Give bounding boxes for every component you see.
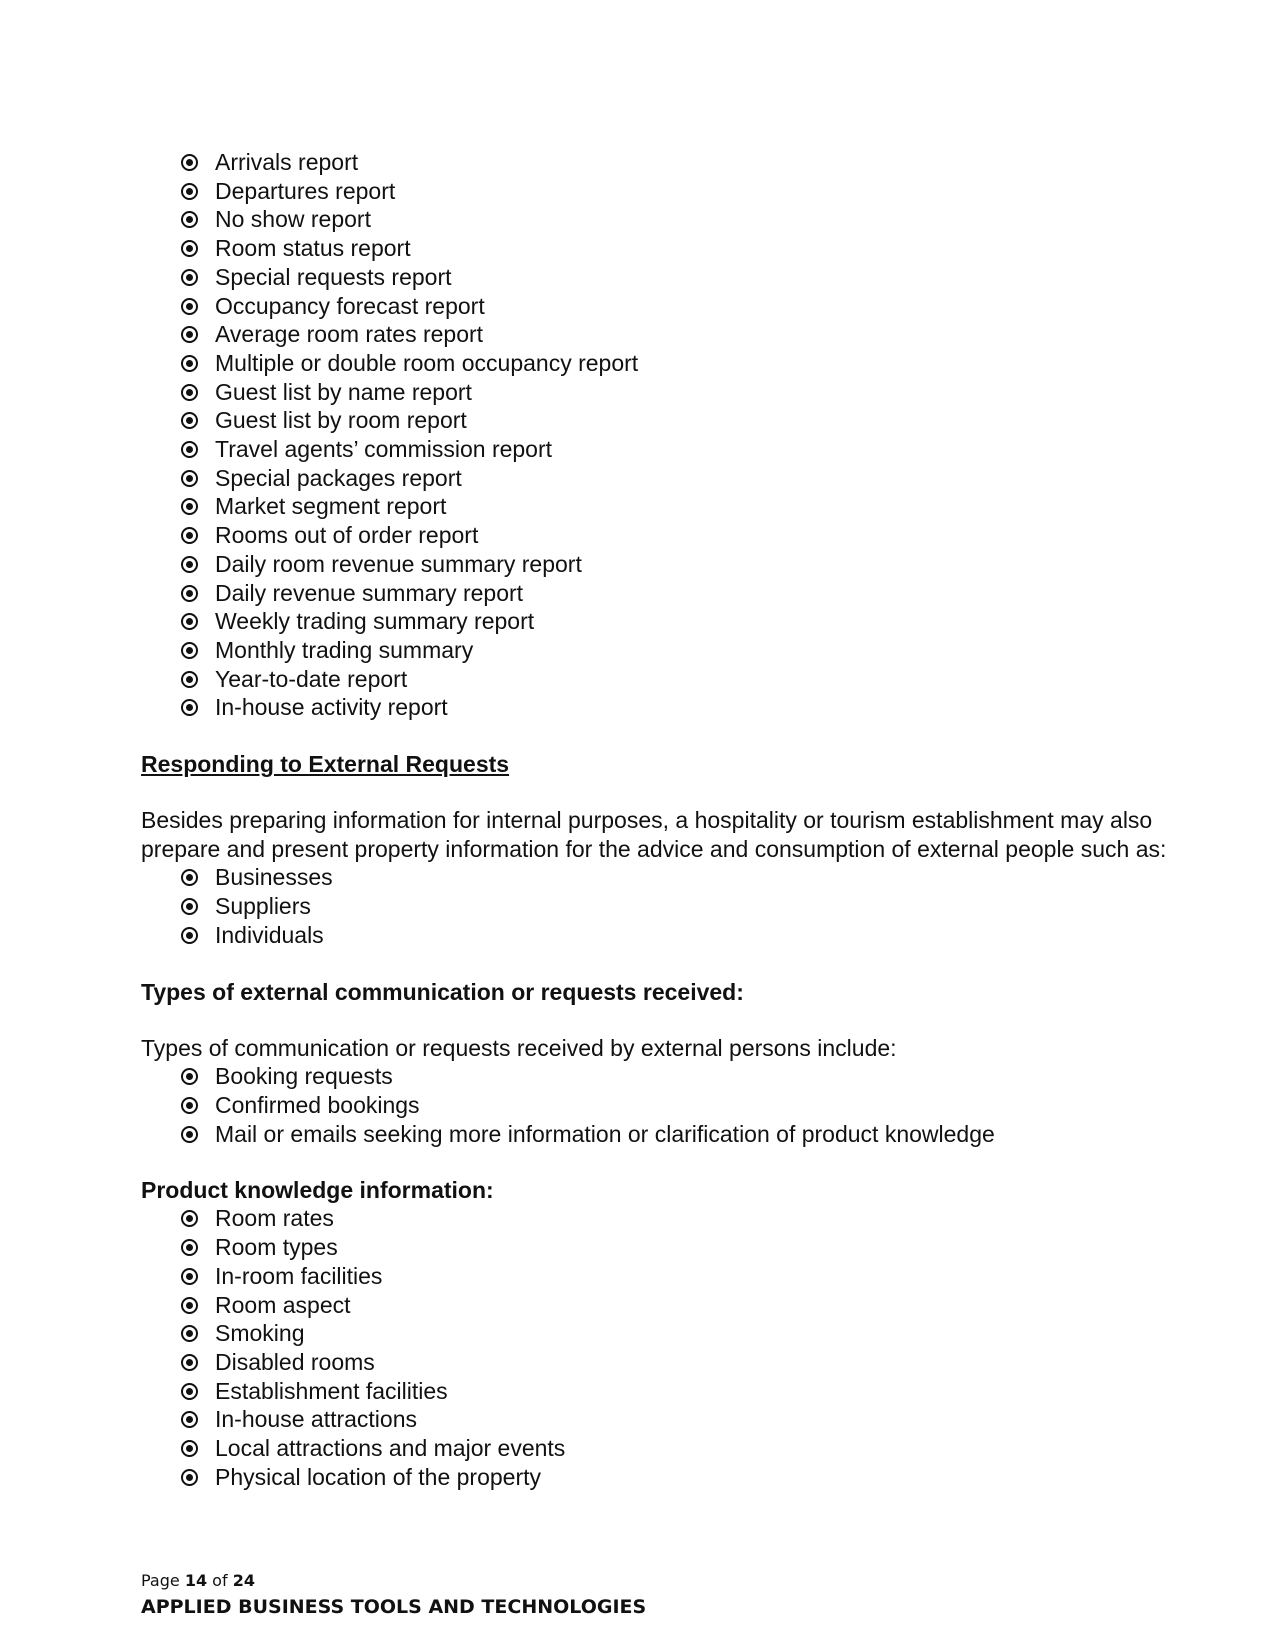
radio-bullet-icon xyxy=(181,384,198,401)
radio-bullet-icon xyxy=(181,326,198,343)
list-item: Weekly trading summary report xyxy=(181,607,1221,636)
list-item: Mail or emails seeking more information or clarification of product knowledge xyxy=(181,1120,1221,1149)
radio-bullet-icon xyxy=(181,1239,198,1256)
radio-bullet-icon xyxy=(181,1268,198,1285)
course-title: APPLIED BUSINESS TOOLS AND TECHNOLOGIES xyxy=(141,1596,647,1618)
list-item: Room types xyxy=(181,1233,1221,1262)
radio-bullet-icon xyxy=(181,470,198,487)
radio-bullet-icon xyxy=(181,1469,198,1486)
external-people-list xyxy=(141,863,1221,949)
product-knowledge-list xyxy=(141,1204,1221,1491)
radio-bullet-icon xyxy=(181,671,198,688)
list-item: Special requests report xyxy=(181,263,1221,292)
list-item: Monthly trading summary xyxy=(181,636,1221,665)
request-types-list xyxy=(141,1062,1221,1148)
list-item: Individuals xyxy=(181,921,1221,950)
list-item: Smoking xyxy=(181,1319,1221,1348)
list-item: Local attractions and major events xyxy=(181,1434,1221,1463)
radio-bullet-icon xyxy=(181,1383,198,1400)
list-item: Average room rates report xyxy=(181,320,1221,349)
external-intro-paragraph: Besides preparing information for internal purposes, a hospitality or tourism establishment may also prepare and present property information for the advice and consumption of external people such as: xyxy=(141,807,1167,862)
radio-bullet-icon xyxy=(181,240,198,257)
radio-bullet-icon xyxy=(181,441,198,458)
radio-bullet-icon xyxy=(181,1068,198,1085)
list-item: Room status report xyxy=(181,234,1221,263)
list-item: Daily room revenue summary report xyxy=(181,550,1221,579)
list-item: In-room facilities xyxy=(181,1262,1221,1291)
list-item: Confirmed bookings xyxy=(181,1091,1221,1120)
radio-bullet-icon xyxy=(181,699,198,716)
radio-bullet-icon xyxy=(181,1325,198,1342)
types-intro-paragraph: Types of communication or requests received by external persons include: xyxy=(141,1034,897,1061)
section-heading-product: Product knowledge information: xyxy=(141,1177,494,1204)
radio-bullet-icon xyxy=(181,412,198,429)
list-item: Year-to-date report xyxy=(181,665,1221,694)
radio-bullet-icon xyxy=(181,585,198,602)
radio-bullet-icon xyxy=(181,355,198,372)
radio-bullet-icon xyxy=(181,269,198,286)
radio-bullet-icon xyxy=(181,1210,198,1227)
radio-bullet-icon xyxy=(181,183,198,200)
radio-bullet-icon xyxy=(181,1440,198,1457)
list-item: Room rates xyxy=(181,1204,1221,1233)
list-item: Special packages report xyxy=(181,464,1221,493)
list-item: Market segment report xyxy=(181,492,1221,521)
reports-list xyxy=(141,148,1221,722)
list-item: Daily revenue summary report xyxy=(181,579,1221,608)
radio-bullet-icon xyxy=(181,527,198,544)
section-heading-external: Responding to External Requests xyxy=(141,751,510,778)
radio-bullet-icon xyxy=(181,642,198,659)
radio-bullet-icon xyxy=(181,211,198,228)
list-item: Departures report xyxy=(181,177,1221,206)
radio-bullet-icon xyxy=(181,556,198,573)
radio-bullet-icon xyxy=(181,1126,198,1143)
list-item: Travel agents’ commission report xyxy=(181,435,1221,464)
list-item: Disabled rooms xyxy=(181,1348,1221,1377)
section-heading-types: Types of external communication or requests received: xyxy=(141,978,744,1005)
list-item: In-house attractions xyxy=(181,1405,1221,1434)
radio-bullet-icon xyxy=(181,298,198,315)
list-item: Occupancy forecast report xyxy=(181,292,1221,321)
document-page xyxy=(141,148,1221,1491)
list-item: No show report xyxy=(181,205,1221,234)
radio-bullet-icon xyxy=(181,898,198,915)
radio-bullet-icon xyxy=(181,869,198,886)
list-item: Guest list by room report xyxy=(181,406,1221,435)
list-item: Businesses xyxy=(181,863,1221,892)
list-item: Room aspect xyxy=(181,1291,1221,1320)
list-item: Rooms out of order report xyxy=(181,521,1221,550)
page-footer xyxy=(141,1570,646,1622)
list-item: Suppliers xyxy=(181,892,1221,921)
list-item: Multiple or double room occupancy report xyxy=(181,349,1221,378)
list-item: Booking requests xyxy=(181,1062,1221,1091)
radio-bullet-icon xyxy=(181,498,198,515)
radio-bullet-icon xyxy=(181,1411,198,1428)
radio-bullet-icon xyxy=(181,1354,198,1371)
list-item: Physical location of the property xyxy=(181,1463,1221,1492)
radio-bullet-icon xyxy=(181,1097,198,1114)
radio-bullet-icon xyxy=(181,927,198,944)
list-item: Establishment facilities xyxy=(181,1377,1221,1406)
radio-bullet-icon xyxy=(181,1297,198,1314)
page-number: Page 14 of 24 xyxy=(141,1571,255,1590)
list-item: Arrivals report xyxy=(181,148,1221,177)
radio-bullet-icon xyxy=(181,154,198,171)
radio-bullet-icon xyxy=(181,613,198,630)
list-item: In-house activity report xyxy=(181,693,1221,722)
list-item: Guest list by name report xyxy=(181,378,1221,407)
